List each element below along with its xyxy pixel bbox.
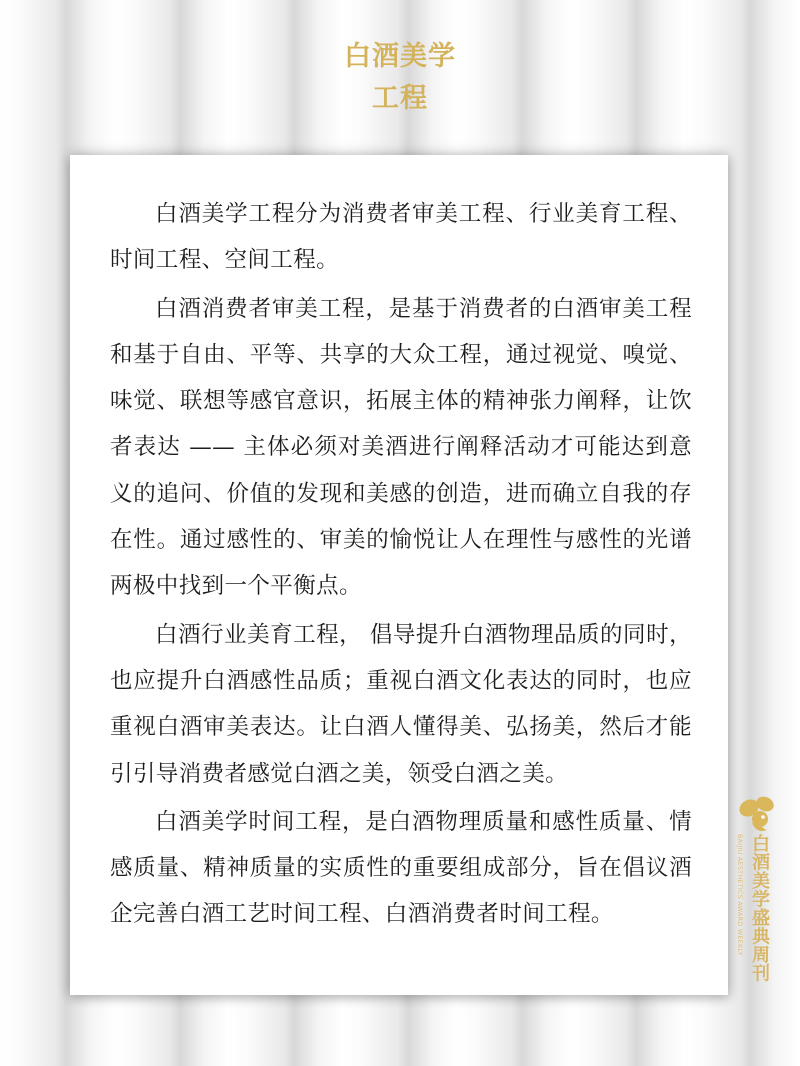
bird-logo-icon [735, 790, 781, 836]
paragraph-consumer-aesthetics: 白酒消费者审美工程，是基于消费者的白酒审美工程和基于自由、平等、共享的大众工程，通过视觉、嗅觉、味觉、联想等感官意识，拓展主体的精神张力阐释，让饮者表达 —— 主体必须对美酒进行阐释活动才可能达到意义的追问、价值的发现和美感的创造，进而确立自我的存在性。通过感性的、审美的愉悦让人在理性与感性的光谱两极中找到一个平衡点。 [110, 295, 692, 600]
paragraph-industry-education: 白酒行业美育工程， 倡导提升白酒物理品质的同时，也应提升白酒感性品质；重视白酒文化表达的同时，也应重视白酒审美表达。让白酒人懂得美、弘扬美，然后才能引引导消费者感觉白酒之美，领受白酒之美。 [110, 621, 692, 787]
brand-name: 白酒美学盛典周刊 [749, 834, 770, 982]
page-title [0, 36, 800, 120]
paragraph-time-engineering: 白酒美学时间工程，是白酒物理质量和感性质量、情感质量、精神质量的实质性的重要组成部分，旨在倡议酒企完善白酒工艺时间工程、白酒消费者时间工程。 [110, 808, 692, 928]
page-title-line-2: 工程 [372, 83, 428, 114]
brand-logo [735, 790, 781, 1000]
article-card [70, 155, 728, 995]
page-title-line-1: 白酒美学 [344, 41, 456, 72]
paragraph-overview: 白酒美学工程分为消费者审美工程、行业美育工程、时间工程、空间工程。 [110, 201, 692, 274]
brand-english-name: BAIJIU AESTHETICS AWARD WEEKLY [736, 834, 744, 956]
